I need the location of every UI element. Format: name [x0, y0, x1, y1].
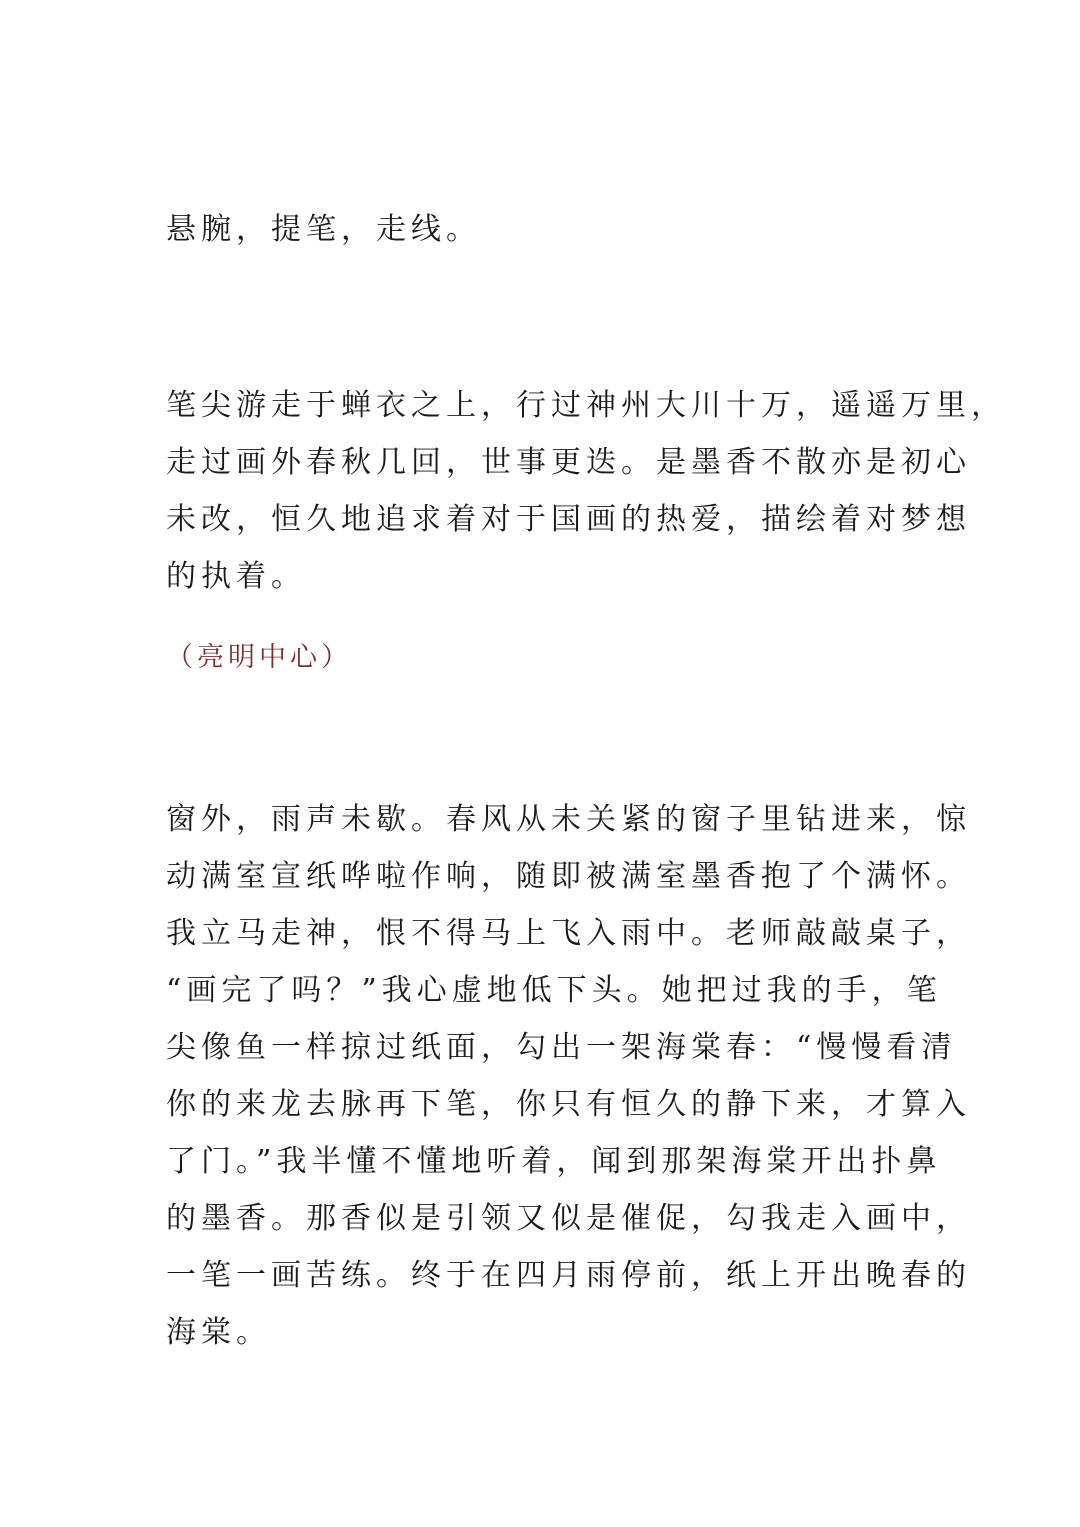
paragraph-2-line-3: 未改，恒久地追求着对于国画的热爱，描绘着对梦想 — [166, 502, 971, 537]
paragraph-2-line-2: 走过画外春秋几回，世事更迭。是墨香不散亦是初心 — [166, 445, 971, 480]
paragraph-3-line-4: “画完了吗？”我心虚地低下头。她把过我的手，笔 — [166, 973, 942, 1008]
paragraph-3-line-7: 了门。”我半懂不懂地听着，闻到那架海棠开出扑鼻 — [166, 1144, 942, 1179]
paragraph-2-line-4: 的执着。 — [166, 559, 306, 594]
paragraph-3-line-1: 窗外，雨声未歇。春风从未关紧的窗子里钻进来，惊 — [166, 802, 971, 837]
paragraph-2-line-1: 笔尖游走于蝉衣之上，行过神州大川十万，遥遥万里， — [166, 388, 1006, 423]
paragraph-3-line-3: 我立马走神，恨不得马上飞入雨中。老师敲敲桌子， — [166, 916, 971, 951]
paragraph-3-line-5: 尖像鱼一样掠过纸面，勾出一架海棠春：“慢慢看清 — [166, 1030, 957, 1065]
paragraph-3-line-10: 海棠。 — [166, 1315, 271, 1350]
annotation-note: （亮明中心） — [166, 642, 352, 673]
paragraph-1-line-1: 悬腕，提笔，走线。 — [166, 212, 481, 247]
paragraph-3-line-9: 一笔一画苦练。终于在四月雨停前，纸上开出晚春的 — [166, 1258, 971, 1293]
paragraph-3-line-6: 你的来龙去脉再下笔，你只有恒久的静下来，才算入 — [166, 1087, 971, 1122]
paragraph-3-line-8: 的墨香。那香似是引领又似是催促，勾我走入画中， — [166, 1201, 971, 1236]
paragraph-3-line-2: 动满室宣纸哗啦作响，随即被满室墨香抱了个满怀。 — [166, 859, 971, 894]
